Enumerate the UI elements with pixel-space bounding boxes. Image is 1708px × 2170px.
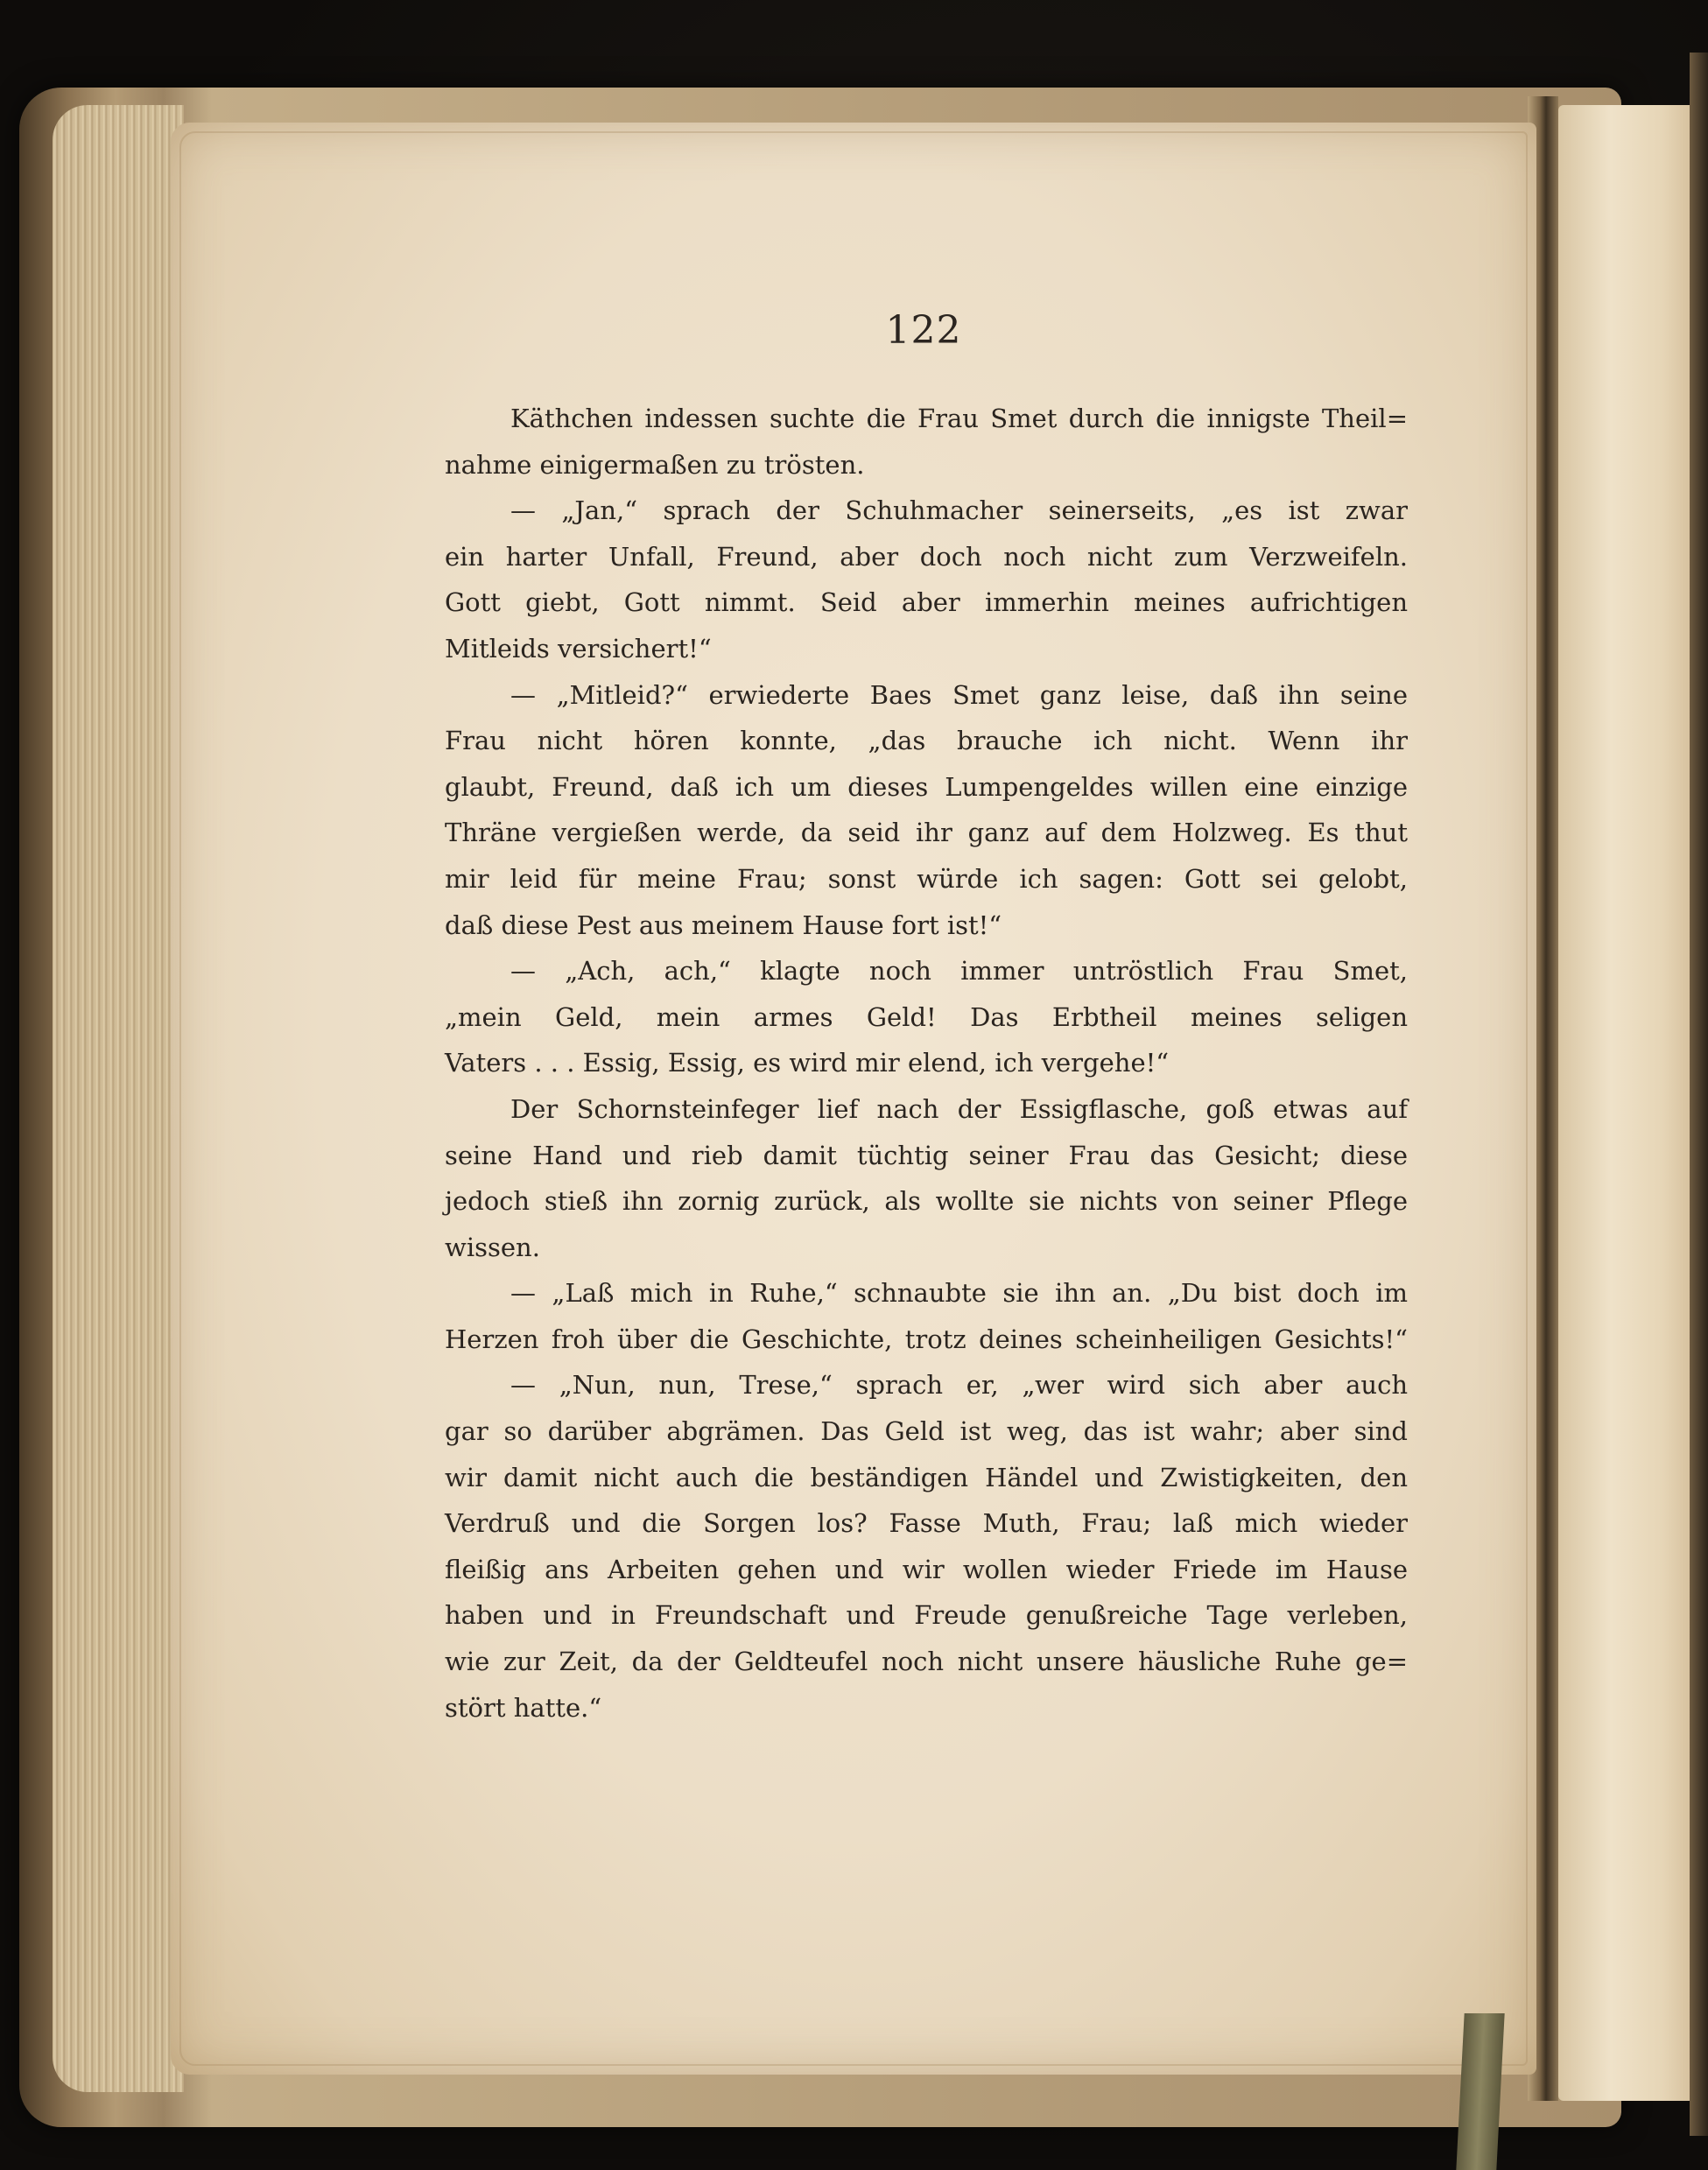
- page-edges: [53, 105, 184, 2092]
- text-line: nahme einigermaßen zu trösten.: [445, 449, 865, 480]
- text-line: glaubt, Freund, daß ich um dieses Lumpengeldes willen eine einzige: [445, 771, 1408, 802]
- text-line: Vaters . . . Essig, Essig, es wird mir elend, ich vergehe!“: [445, 1048, 1170, 1078]
- facing-page-edge: [1558, 105, 1708, 2101]
- page-number: 122: [885, 308, 962, 353]
- text-line: — „Jan,“ sprach der Schuhmacher seinerseits, „es ist zwar: [510, 495, 1408, 526]
- text-line: ein harter Unfall, Freund, aber doch noch nicht zum Verzweifeln.: [445, 541, 1408, 572]
- text-line: haben und in Freundschaft und Freude genußreiche Tage verleben,: [445, 1600, 1408, 1631]
- text-line: — „Nun, nun, Trese,“ sprach er, „wer wird sich aber auch: [510, 1370, 1408, 1401]
- text-line: fleißig ans Arbeiten gehen und wir wollen wieder Friede im Hause: [445, 1554, 1408, 1584]
- text-line: — „Ach, ach,“ klagte noch immer untröstlich Frau Smet,: [510, 956, 1408, 987]
- text-line: Verdruß und die Sorgen los? Fasse Muth, Frau; laß mich wieder: [445, 1508, 1408, 1539]
- text-line: Käthchen indessen suchte die Frau Smet durch die innigste Theil=: [510, 404, 1408, 433]
- text-line: daß diese Pest aus meinem Hause fort ist!“: [445, 909, 1002, 940]
- text-line: gar so darüber abgrämen. Das Geld ist weg, das ist wahr; aber sind: [445, 1416, 1408, 1447]
- book-spine-edge: [1690, 53, 1708, 2136]
- text-line: wie zur Zeit, da der Geldteufel noch nicht unsere häusliche Ruhe ge=: [445, 1647, 1408, 1677]
- text-line: Frau nicht hören konnte, „das brauche ich nicht. Wenn ihr: [445, 726, 1408, 756]
- text-line: wissen.: [445, 1232, 540, 1262]
- text-line: „mein Geld, mein armes Geld! Das Erbtheil meines seligen: [445, 1001, 1408, 1032]
- text-line: — „Laß mich in Ruhe,“ schnaubte sie ihn an. „Du bist doch im: [510, 1278, 1408, 1309]
- text-line: stört hatte.“: [445, 1692, 602, 1723]
- text-line: Der Schornsteinfeger lief nach der Essigflasche, goß etwas auf: [510, 1093, 1408, 1124]
- body-text: [445, 396, 1408, 1731]
- text-line: Gott giebt, Gott nimmt. Seid aber immerhin meines aufrichtigen: [445, 587, 1408, 618]
- text-line: Herzen froh über die Geschichte, trotz deines scheinheiligen Gesichts!“: [445, 1324, 1408, 1354]
- text-line: seine Hand und rieb damit tüchtig seiner Frau das Gesicht; diese: [445, 1140, 1408, 1170]
- text-line: — „Mitleid?“ erwiederte Baes Smet ganz leise, daß ihn seine: [510, 679, 1408, 710]
- text-line: wir damit nicht auch die beständigen Händel und Zwistigkeiten, den: [445, 1462, 1408, 1492]
- text-line: mir leid für meine Frau; sonst würde ich sagen: Gott sei gelobt,: [445, 863, 1408, 894]
- text-line: Mitleids versichert!“: [445, 633, 712, 664]
- text-line: Thräne vergießen werde, da seid ihr ganz auf dem Holzweg. Es thut: [445, 818, 1408, 848]
- bookmark-ribbon: [1456, 2013, 1504, 2170]
- text-line: jedoch stieß ihn zornig zurück, als wollte sie nichts von seiner Pflege: [445, 1186, 1408, 1217]
